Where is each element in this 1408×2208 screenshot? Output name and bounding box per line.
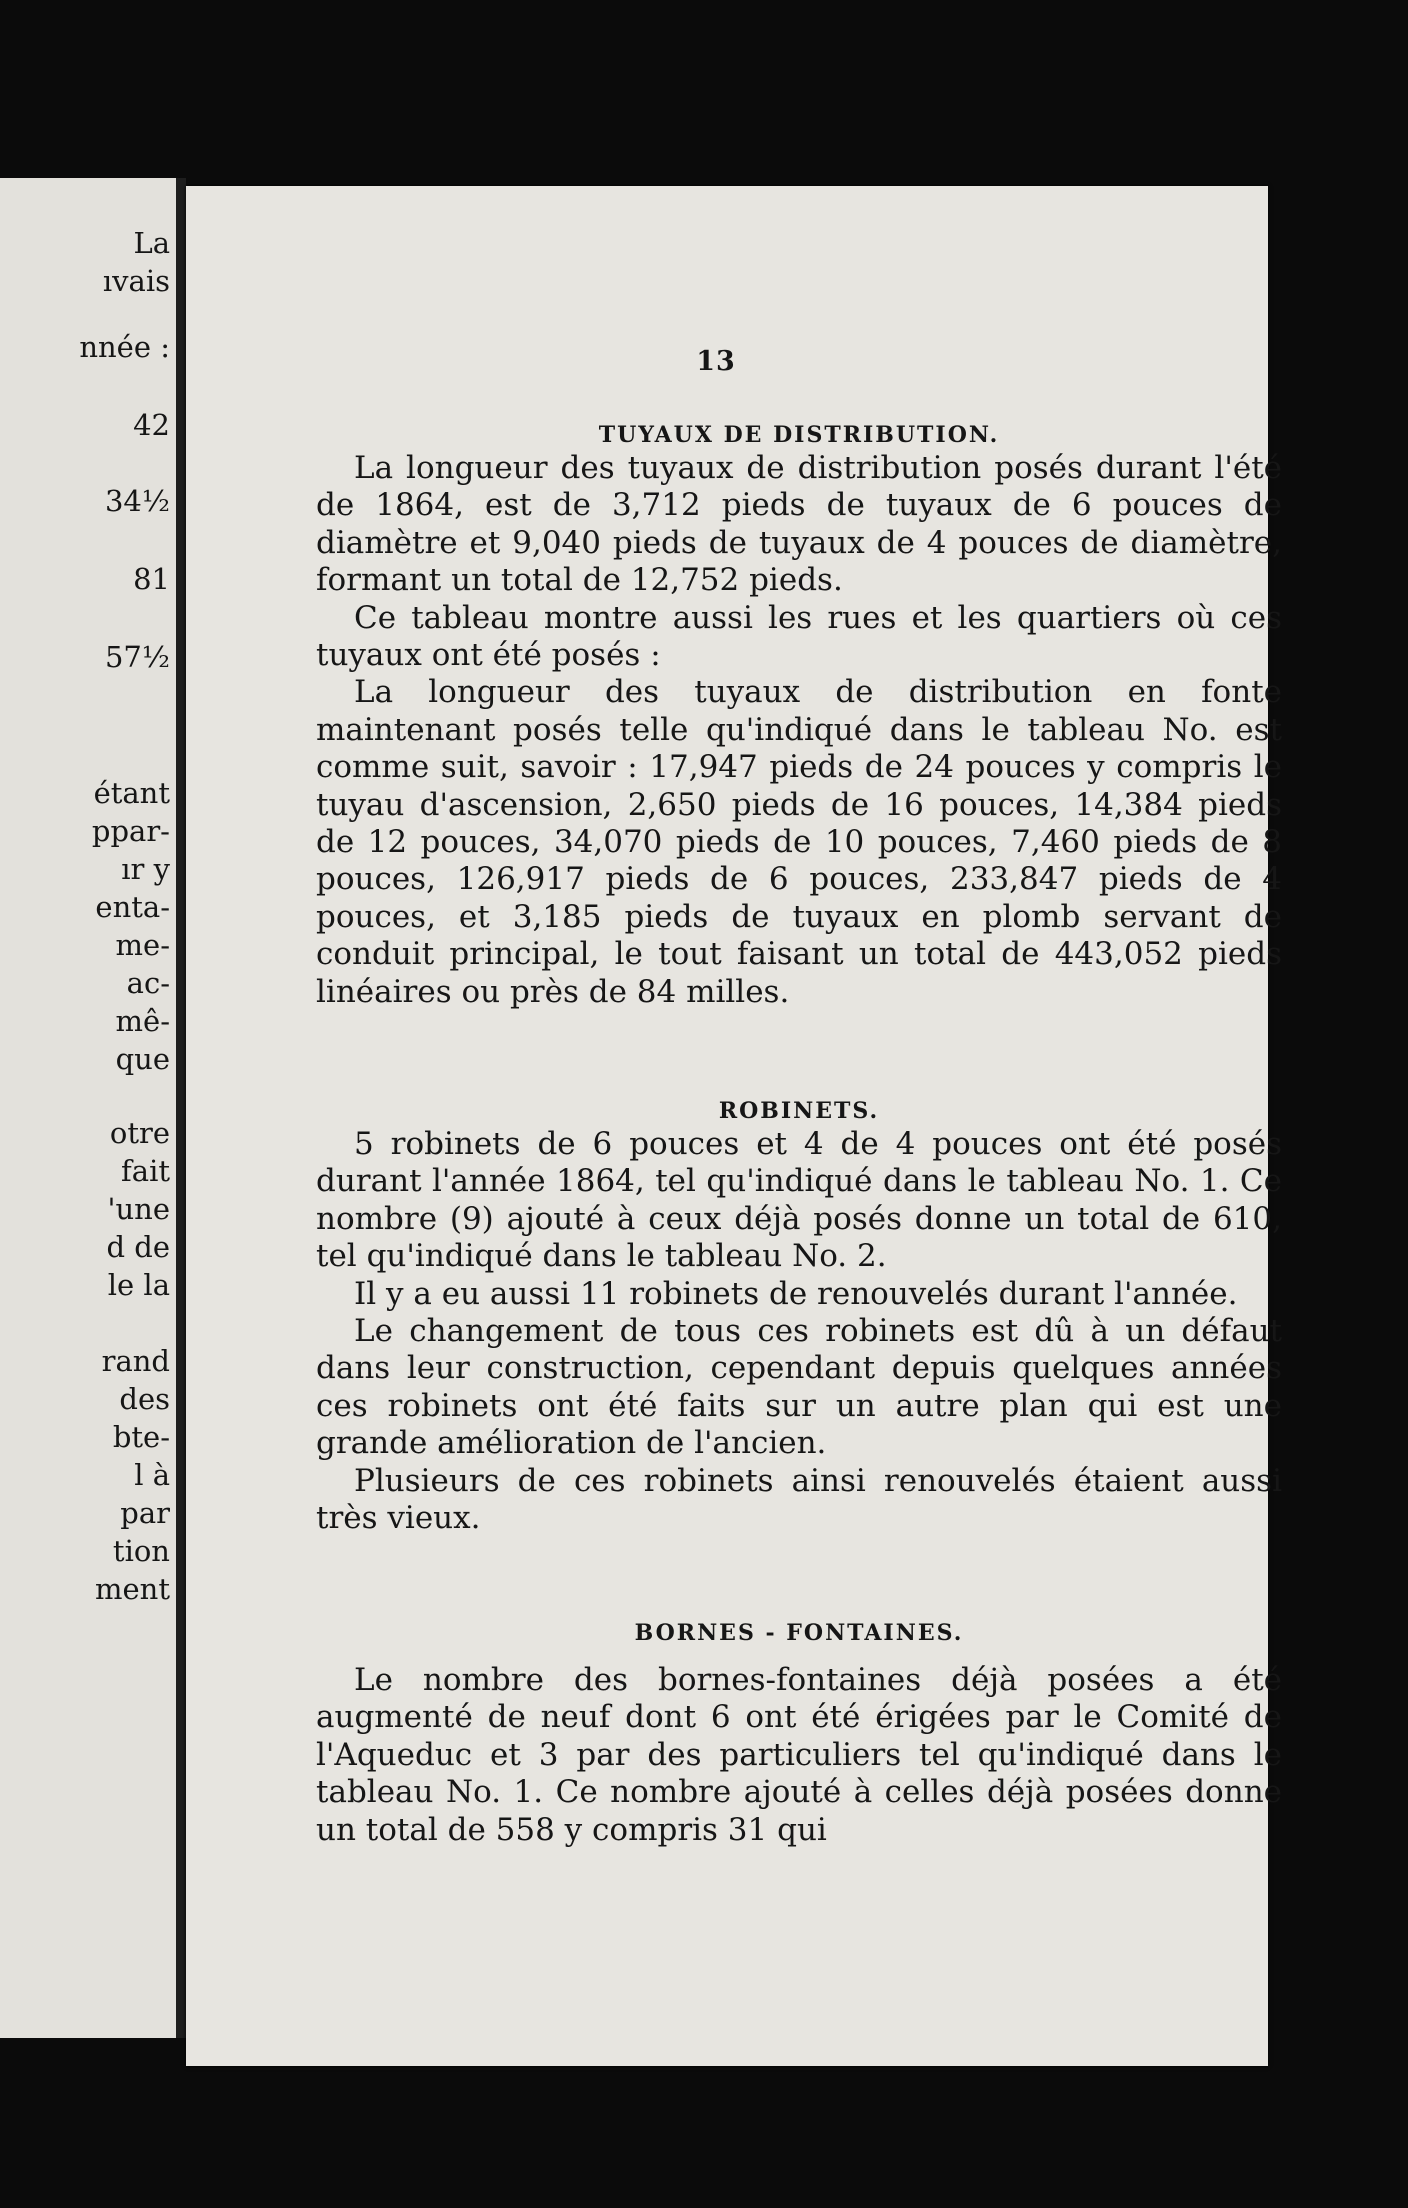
left-page-fragment: 57½ xyxy=(104,640,170,674)
left-page-fragment: ıvais xyxy=(102,264,170,298)
left-page-fragment: le la xyxy=(107,1268,170,1302)
right-page xyxy=(186,186,1282,2066)
left-page-fragment: tion xyxy=(112,1534,170,1568)
left-page-fragment: nnée : xyxy=(79,330,170,364)
paragraph: Le nombre des bornes-fontaines déjà posées a été augmenté de neuf dont 6 ont été érigées par le Comité de l'Aqueduc et 3 par des particuliers tel qu'indiqué dans le tableau No. 1. Ce nombre ajouté à celles déjà posées donne un total de 558 y compris 31 qui xyxy=(316,1662,1282,1848)
left-page-fragment: enta- xyxy=(95,890,170,924)
left-page-fragment: 42 xyxy=(133,408,170,442)
section-heading: BORNES - FONTAINES. xyxy=(634,1620,964,1646)
left-page-fragment: par xyxy=(120,1496,170,1530)
section-bornes-fontaines xyxy=(316,1618,1282,1849)
left-page-fragment: d de xyxy=(106,1230,170,1264)
left-page-fragment: ppar- xyxy=(91,814,170,848)
left-page-fragment: ment xyxy=(95,1572,170,1606)
left-page-fragment: 34½ xyxy=(104,484,170,518)
left-page-fragment: me- xyxy=(115,928,170,962)
book-gutter xyxy=(176,178,186,2038)
left-page-fragment: étant xyxy=(93,776,170,810)
left-page-fragment: bte- xyxy=(112,1420,170,1454)
paragraph: 5 robinets de 6 pouces et 4 de 4 pouces ont été posés durant l'année 1864, tel qu'indiqué dans le tableau No. 1. Ce nombre (9) ajouté à ceux déjà posés donne un total de 610, tel qu'indiqué dans le tableau No. 2. xyxy=(316,1126,1282,1275)
page-number: 13 xyxy=(696,346,736,377)
section-tuyaux xyxy=(316,420,1282,1011)
left-page-fragment: 'une xyxy=(107,1192,170,1226)
section-heading: ROBINETS. xyxy=(718,1098,880,1124)
paragraph: La longueur des tuyaux de distribution posés durant l'été de 1864, est de 3,712 pieds de tuyaux de 6 pouces de diamètre et 9,040 pieds de tuyaux de 4 pouces de diamètre, formant un total de 12,752 pieds. xyxy=(316,450,1282,599)
paragraph: Plusieurs de ces robinets ainsi renouvelés étaient aussi très vieux. xyxy=(316,1462,1282,1537)
left-page-fragment: 81 xyxy=(133,562,170,596)
paragraph: Ce tableau montre aussi les rues et les quartiers où ces tuyaux ont été posés : xyxy=(316,599,1282,674)
left-page-fragment: ac- xyxy=(126,966,170,1000)
left-page-fragment: La xyxy=(133,226,170,260)
left-page-fragment: rand xyxy=(101,1344,170,1378)
left-page-fragment: otre xyxy=(109,1116,170,1150)
section-robinets xyxy=(316,1096,1282,1537)
paragraph: La longueur des tuyaux de distribution en fonte maintenant posés telle qu'indiqué dans le tableau No. est comme suit, savoir : 17,947 pieds de 24 pouces y compris le tuyau d'ascension, 2,650 pieds de 16 pouces, 14,384 pieds de 12 pouces, 34,070 pieds de 10 pouces, 7,460 pieds de 8 pouces, 126,917 pieds de 6 pouces, 233,847 pieds de 4 pouces, et 3,185 pieds de tuyaux en plomb servant de conduit principal, le tout faisant un total de 443,052 pieds linéaires ou près de 84 milles. xyxy=(316,674,1282,1010)
left-page-fragment: ır y xyxy=(121,852,170,886)
left-page-fragment: des xyxy=(119,1382,170,1416)
section-heading: TUYAUX DE DISTRIBUTION. xyxy=(598,422,1000,448)
left-page-edge xyxy=(0,178,176,2038)
left-page-fragment: que xyxy=(115,1042,170,1076)
left-page-fragment: l à xyxy=(134,1458,170,1492)
left-page-fragment: fait xyxy=(121,1154,170,1188)
left-page-fragment: mê- xyxy=(115,1004,170,1038)
paragraph: Le changement de tous ces robinets est dû à un défaut dans leur construction, cependant depuis quelques années ces robinets ont été faits sur un autre plan qui est une grande amélioration de l'ancien. xyxy=(316,1313,1282,1462)
paragraph: Il y a eu aussi 11 robinets de renouvelés durant l'année. xyxy=(354,1275,1238,1312)
